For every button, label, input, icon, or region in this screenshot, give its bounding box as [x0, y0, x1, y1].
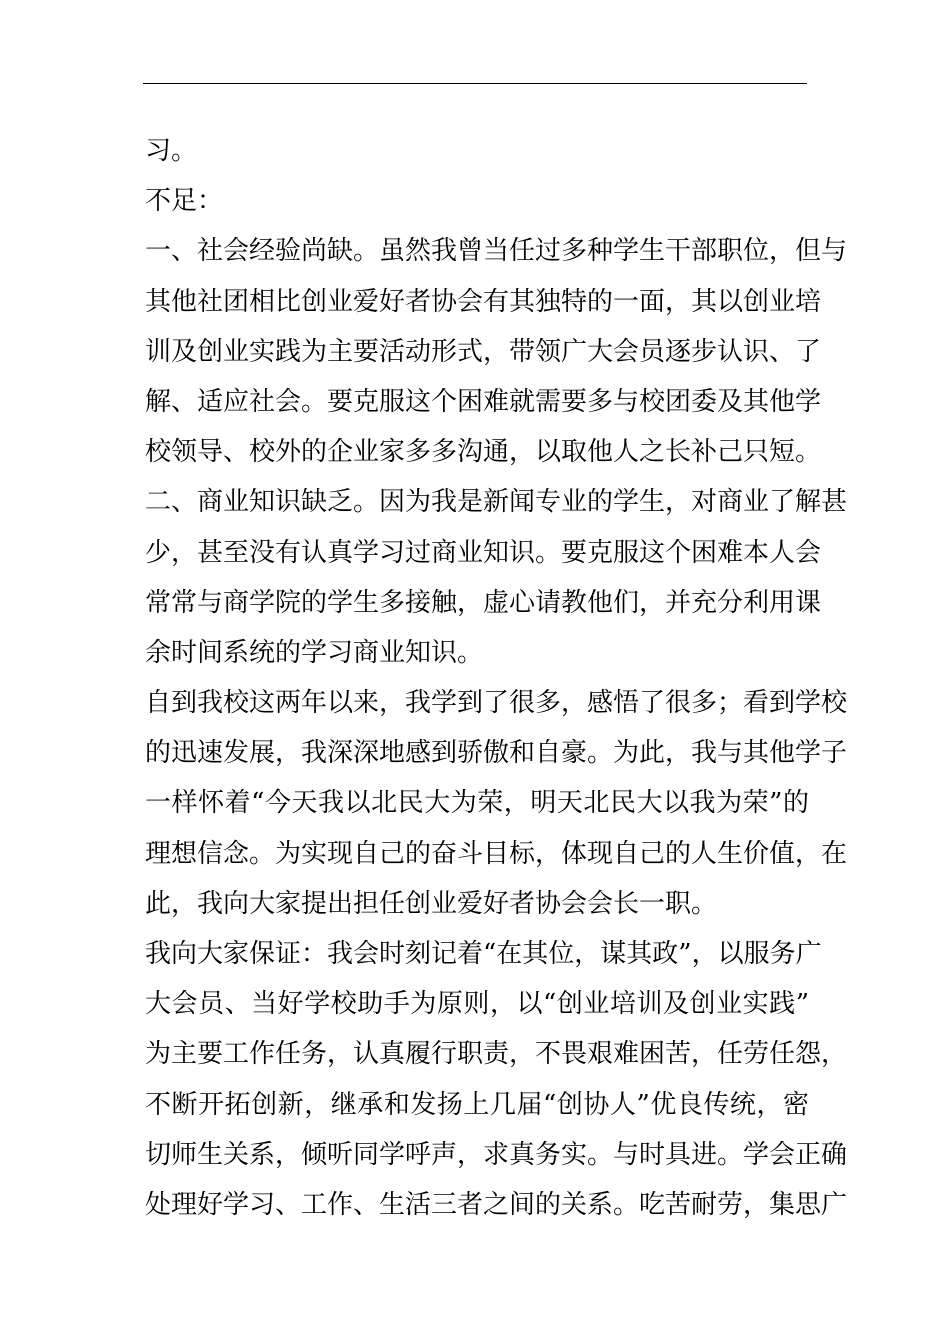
text-line-4: 其他社团相比创业爱好者协会有其独特的一面，其以创业培: [145, 286, 822, 317]
text-line-7: 校领导、校外的企业家多多沟通，以取他人之长补己只短。: [145, 437, 822, 468]
text-line-18: 大会员、当好学校助手为原则，以“创业培训及创业实践”: [145, 989, 809, 1020]
text-line-2: 不足：: [145, 186, 224, 217]
text-line-6: 解、适应社会。要克服这个困难就需要多与校团委及其他学: [145, 386, 822, 417]
text-line-11: 余时间系统的学习商业知识。: [145, 637, 484, 668]
text-line-19: 为主要工作任务，认真履行职责，不畏艰难困苦，任劳任怨，: [145, 1039, 848, 1070]
text-line-12: 自到我校这两年以来，我学到了很多，感悟了很多；看到学校: [145, 688, 848, 719]
text-line-14: 一样怀着“今天我以北民大为荣，明天北民大以我为荣”的: [145, 788, 809, 819]
text-line-22: 处理好学习、工作、生活三者之间的关系。吃苦耐劳，集思广: [145, 1189, 848, 1220]
text-line-10: 常常与商学院的学生多接触，虚心请教他们，并充分利用课: [145, 587, 822, 618]
text-line-16: 此，我向大家提出担任创业爱好者协会会长一职。: [145, 888, 718, 919]
text-line-15: 理想信念。为实现自己的奋斗目标，体现自己的人生价值，在: [145, 838, 848, 869]
text-line-20: 不断开拓创新，继承和发扬上几届“创协人”优良传统，密: [145, 1089, 809, 1120]
body-text: [145, 126, 848, 1230]
text-line-13: 的迅速发展，我深深地感到骄傲和自豪。为此，我与其他学子: [145, 738, 848, 769]
text-line-9: 少，甚至没有认真学习过商业知识。要克服这个困难本人会: [145, 537, 822, 568]
text-line-1: 习。: [145, 136, 198, 166]
text-line-8: 二、商业知识缺乏。因为我是新闻专业的学生，对商业了解甚: [145, 487, 848, 518]
text-line-5: 训及创业实践为主要活动形式，带领广大会员逐步认识、了: [145, 336, 822, 367]
header-rule: [143, 83, 807, 84]
text-line-3: 一、社会经验尚缺。虽然我曾当任过多种学生干部职位，但与: [145, 236, 848, 267]
text-line-17: 我向大家保证：我会时刻记着“在其位，谋其政”，以服务广: [145, 939, 822, 969]
text-line-21: 切师生关系，倾听同学呼声，求真务实。与时具进。学会正确: [145, 1139, 848, 1170]
